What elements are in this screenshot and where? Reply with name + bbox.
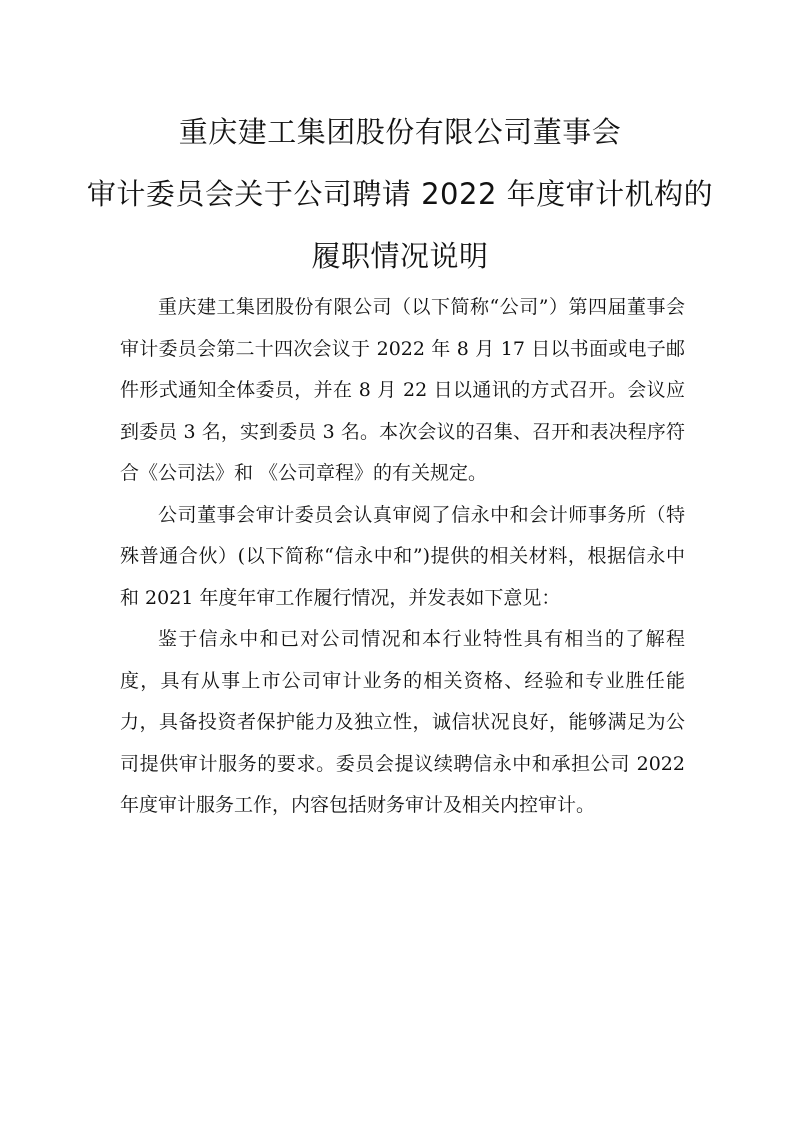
paragraph-meeting-notice: 重庆建工集团股份有限公司（以下简称“公司”）第四届董事会审计委员会第二十四次会议于 2022 年 8 月 17 日以书面或电子邮件形式通知全体委员，并在 8 月 22 日以通讯的方式召开。会议应到委员 3 名，实到委员 3 名。本次会议的召集、召开和表决程序符合《公司法》和 《公司章程》的有关规定。 xyxy=(120,296,685,484)
document-title-line-1: 重庆建工集团股份有限公司董事会 xyxy=(178,115,622,149)
document-title-line-3: 履职情况说明 xyxy=(311,239,489,273)
document-title-line-2: 审计委员会关于公司聘请 2022 年度审计机构的 xyxy=(86,177,714,211)
paragraph-review: 公司董事会审计委员会认真审阅了信永中和会计师事务所（特殊普通合伙）(以下简称“信永中和”)提供的相关材料，根据信永中和 2021 年度年审工作履行情况，并发表如下意见： xyxy=(120,503,685,609)
paragraph-opinion: 鉴于信永中和已对公司情况和本行业特性具有相当的了解程度，具有从事上市公司审计业务的相关资格、经验和专业胜任能力，具备投资者保护能力及独立性，诚信状况良好，能够满足为公司提供审计服务的要求。委员会提议续聘信永中和承担公司 2022 年度审计服务工作，内容包括财务审计及相关内控审计。 xyxy=(120,628,685,816)
document-body xyxy=(120,287,685,827)
